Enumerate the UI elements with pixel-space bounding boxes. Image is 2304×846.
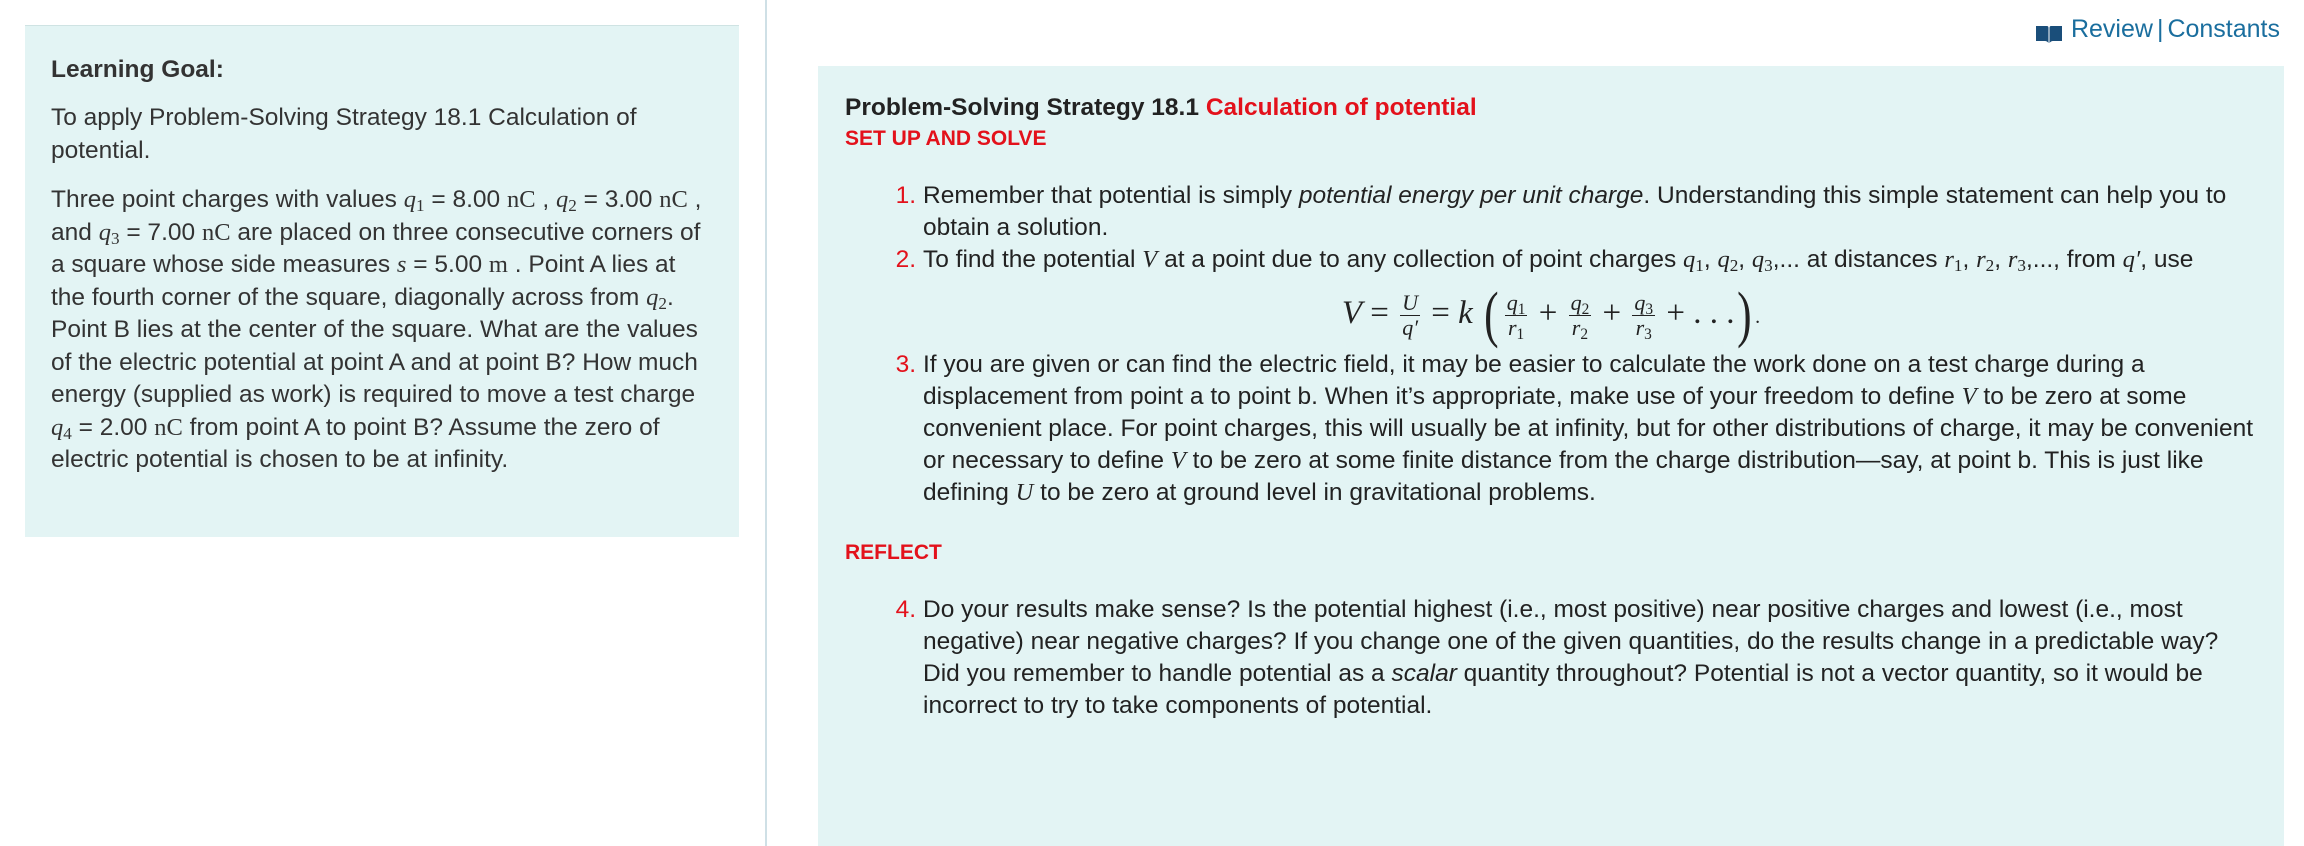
step-3: 3. If you are given or can find the electric field, it may be easier to calculate the work done on a test charge during a displacement from point a to point b. When it’s appropriate, make use of your freedom to define V to be zero at some convenient place. For point charges, this will usually be at infinity, but for other distributions of charge, it may be convenient or necessary to define V to be zero at some finite distance from the charge distribution—say, at point b. This is just like defining U to be zero at ground level in gravitational problems. [895,350,2254,507]
constants-link[interactable]: Constants [2167,15,2280,43]
strategy-panel [818,66,2284,846]
step-4: 4. Do your results make sense? Is the potential highest (i.e., most positive) near positive charges and lowest (i.e., most negative) near negative charges? If you change one of the given quantities, do the results change in a predictable way? Did you remember to handle potential as a scalar quantity throughout? Potential is not a vector quantity, so it would be incorrect to try to take components of potential. [895,595,2219,720]
problem-statement: Three point charges with values $q_1 = 8.00$ nC , $q_2 = 3.00$ nC , and $q_3 = 7.00$ nC are placed on three consecutive corners of a square whose side measures s = 5.00 m . Point A lies at the fourth corner of the square, diagonally across from $q_2$. Point B lies at the center of the square. What are the values of the electric potential at point A and at point B? How much energy (supplied as work) is required to move a test charge $q_4 = 2.00$ nC from point A to point B? Assume the zero of electric potential is chosen to be at infinity. [51,186,702,473]
reflect-steps [845,594,2257,723]
learning-goal-text: To apply Problem-Solving Strategy 18.1 Calculation of potential. [51,104,637,164]
reflect-heading: REFLECT [845,540,942,564]
review-link[interactable]: Review [2070,15,2153,43]
step-1: 1. Remember that potential is simply potential energy per unit charge. Understanding this simple statement can help you to obtain a solution. [895,182,2227,242]
panel-divider [765,0,767,846]
setup-heading: SET UP AND SOLVE [845,127,1047,150]
book-icon[interactable] [2035,19,2063,39]
strategy-title-highlight: Calculation of potential [1205,94,1477,121]
potential-formula: V = $\frac{U}{q'}$ = k ( $\frac{q_1}{r_1}$ + $\frac{q_2}{r_2}$ + $\frac{q_3}{r_3}$ + . . .) . [1341,281,1761,350]
link-separator: | [2156,15,2164,43]
learning-goal-heading: Learning Goal: [51,56,224,83]
setup-steps [845,180,2257,510]
step-2: 2. To find the potential V at a point due to any collection of point charges $q_1$, $q_2$, $q_3$,... at distances $r_1$, $r_2$, $r_3$,..., from q′, use V = $\frac{U}{q'}$ = k ( $\frac{q_1}{r_1}$ + $\frac{q_2}{r_2}$ + $\frac{q_3}{r_3}$ + . . .) . [845,244,2257,348]
header-links [2035,12,2280,46]
strategy-title: Problem-Solving Strategy 18.1 Calculation of potential [845,94,1477,121]
learning-goal-panel [25,25,739,537]
